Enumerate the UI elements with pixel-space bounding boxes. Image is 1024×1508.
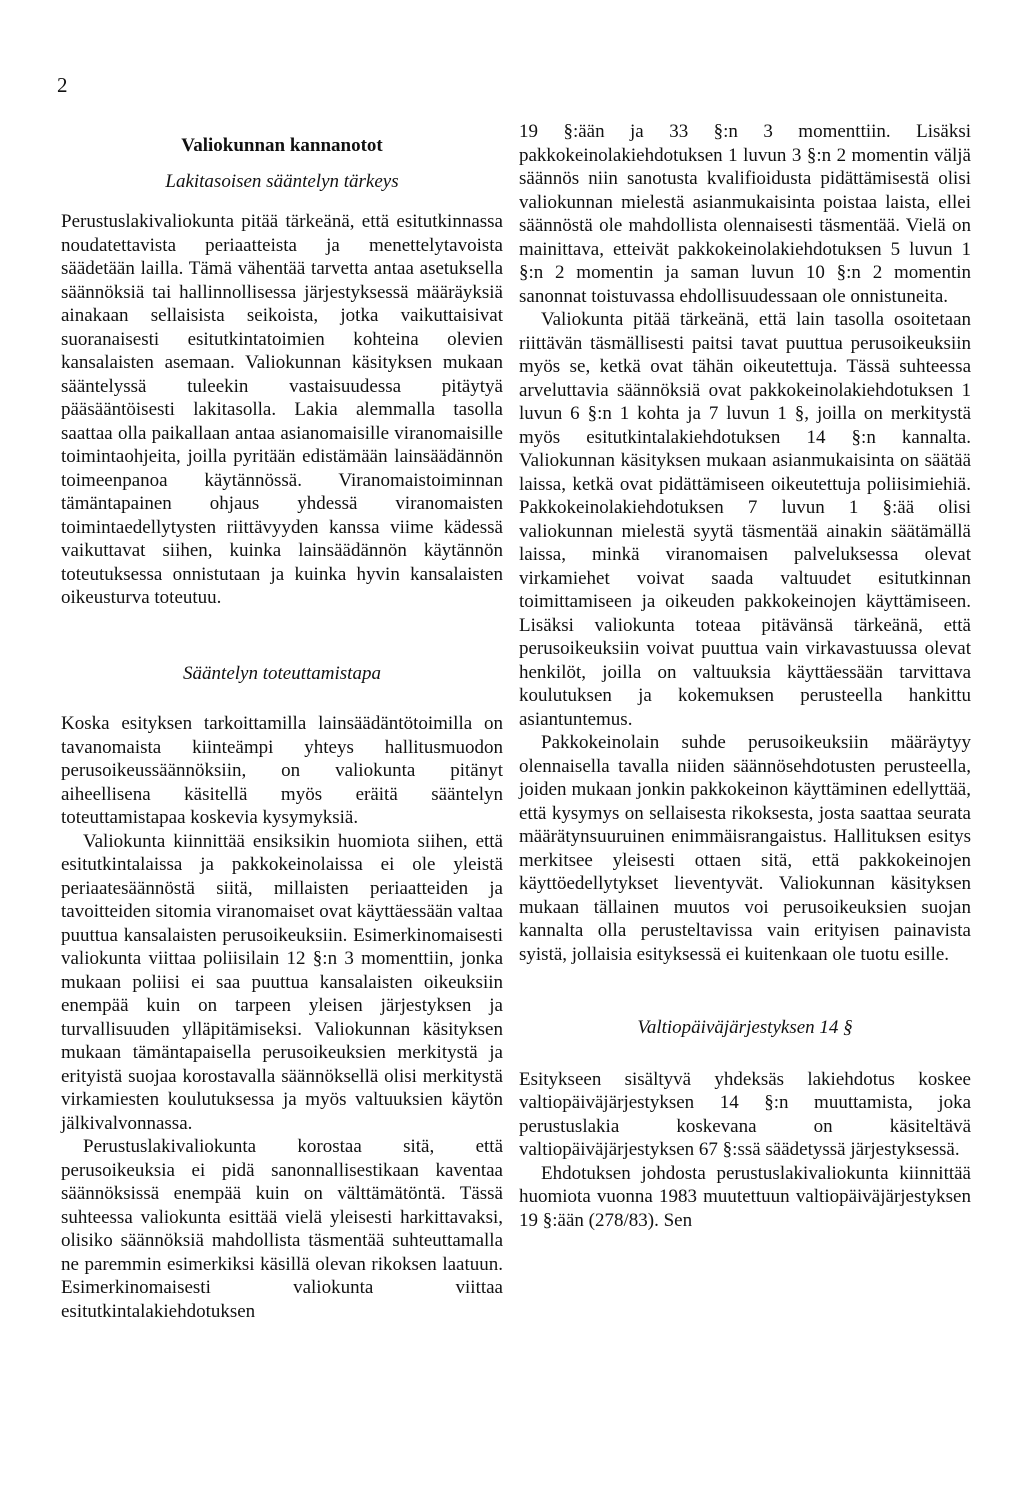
paragraph: 19 §:ään ja 33 §:n 3 momenttiin. Lisäksi pakkokeinolakiehdotuksen 1 luvun 3 §:n 2 momentin väljä säännös niin sanotusta kvalifioidusta pidättämisestä olisi valiokunnan mielestä asianmukaisinta poistaa laista, ellei säännöstä ole mahdollista olennaisesti täsmentää. Vielä on mainittava, etteivät pakkokeinolakiehdotuksen 5 luvun 1 §:n 2 momentin ja saman luvun 10 §:n 2 momentin sanonnat toistuvassa ehdollisuudessaan ole onnistuneita.	[519, 121, 971, 307]
section-heading: Valiokunnan kannanotot	[181, 135, 383, 156]
right-column	[519, 120, 971, 1232]
left-column	[61, 120, 503, 1323]
subheading-implementation: Sääntelyn toteuttamistapa	[183, 662, 381, 684]
paragraph: Koska esityksen tarkoittamilla lainsäädäntötoimilla on tavanomaista kiinteämpi yhteys hallitusmuodon perusoikeussäännöksiin, on valiokunta pitänyt aiheellisena käsitellä myös eräitä sääntelyn toteuttamistapaa koskevia kysymyksiä.	[61, 713, 503, 828]
subheading-parliament-act-14: Valtiopäiväjärjestyksen 14 §	[637, 1017, 853, 1038]
subheading-legislative-importance: Lakitasoisen sääntelyn tärkeys	[165, 170, 399, 192]
paragraph: Perustuslakivaliokunta korostaa sitä, että perusoikeuksia ei pidä sanonnallisestikaan kaventaa säännöksissä enempää kuin on välttämätöntä. Tässä suhteessa valiokunta esittää vielä yleisesti harkittavaksi, olisiko säännöksiä mahdollista täsmentää suhteuttamalla ne paremmin esimerkiksi käsillä olevan rikoksen laatuun. Esimerkinomaisesti valiokunta viittaa esitutkintalakiehdotuksen	[61, 1136, 503, 1322]
paragraph: Valiokunta kiinnittää ensiksikin huomiota siihen, että esitutkintalaissa ja pakkokeinolaissa ei ole yleistä periaatesäännöstä siitä, millaisten periaatteiden ja tavoitteiden sitomia viranomaiset ovat käyttäessään valtaa puuttua kansalaisten perusoikeuksiin. Esimerkinomaisesti valiokunta viittaa poliisilain 12 §:n 3 momenttiin, jonka mukaan poliisi ei saa puuttua kansalaisten oikeuksiin enempää kuin on tarpeen yleisen järjestyksen ja turvallisuuden ylläpitämiseksi. Valiokunnan käsityksen mukaan tämäntapaisella perusoikeuksien merkitystä ja erityistä suojaa korostavalla säännöksellä olisi merkitystä virkamiesten koulutuksessa ja myös valtuuksien käytön jälkivalvonnassa.	[61, 830, 503, 1134]
paragraph: Esitykseen sisältyvä yhdeksäs lakiehdotus koskee valtiopäiväjärjestyksen 14 §:n muuttamista, joka perustuslakia koskevana on käsiteltävä valtiopäiväjärjestyksen 67 §:ssä säädetyssä järjestyksessä.	[519, 1068, 971, 1160]
paragraph: Valiokunta pitää tärkeänä, että lain tasolla osoitetaan riittävän täsmällisesti paitsi tavat puuttua perusoikeuksiin myös se, ketkä ovat tähän oikeutettuja. Tässä suhteessa arveluttavia säännöksiä ovat pakkokeinolakiehdotuksen 1 luvun 6 §:n 1 kohta ja 7 luvun 1 §, joilla on merkitystä myös esitutkintalakiehdotuksen 14 §:n kannalta. Valiokunnan käsityksen mukaan asianmukaisinta on säätää laissa, ketkä ovat pidättämiseen oikeutettuja poliisimiehiä. Pakkokeinolakiehdotuksen 7 luvun 1 §:ää olisi valiokunnan mielestä syytä täsmentää ainakin säätämällä laissa, minkä viranomaisen palveluksessa olevat virkamiehet voivat saada valtuudet esitutkinnan toimittamiseen ja oikeuden pakkokeinojen käyttämiseen. Lisäksi valiokunta toteaa pitävänsä tärkeänä, että perusoikeuksiin voivat puuttua vain virkavastuussa olevat henkilöt, joilla on valtuuksia käyttäessään tarvittava koulutuksen ja kokemuksen perusteella hankittu asiantuntemus.	[519, 309, 971, 730]
page-number: 2	[57, 73, 68, 97]
paragraph: Ehdotuksen johdosta perustuslakivaliokunta kiinnittää huomiota vuonna 1983 muutettuun valtiopäiväjärjestyksen 19 §:ään (278/83). Sen	[519, 1162, 971, 1231]
paragraph: Pakkokeinolain suhde perusoikeuksiin määräytyy olennaisella tavalla niiden säännösehdotusten perusteella, joiden mukaan jonkin pakkokeinon käyttäminen edellyttää, että kysymys on sellaisesta rikoksesta, josta saattaa seurata määrätynsuuruinen enimmäisrangaistus. Hallituksen esitys merkitsee yleisesti ottaen sitä, että pakkokeinojen käyttöedellytykset lieventyvät. Valiokunnan käsityksen mukaan tällainen muutos voi perusoikeuksien suojan kannalta olla perusteltavissa vain erityisen painavista syistä, jollaisia esityksessä ei kuitenkaan ole tuotu esille.	[519, 732, 971, 965]
paragraph: Perustuslakivaliokunta pitää tärkeänä, että esitutkinnassa noudatettavista periaatteista ja menettelytavoista säädetään lailla. Tämä vähentää tarvetta antaa asetuksella säännöksiä tai hallinnollisessa järjestyksessä määräyksiä ainakaan sellaisista seikoista, jotka vaikuttaisivat suoranaisesti esitutkintatoimien kohteina olevien kansalaisten asemaan. Valiokunnan käsityksen mukaan sääntelyssä tuleekin vastaisuudessa pitäytyä pääsääntöisesti lakitasolla. Lakia alemmalla tasolla saattaa olla paikallaan antaa asianomaisille viranomaisille toimintaohjeita, joilla pyritään edistämään lainsäädännön toimeenpanoa käytännössä. Viranomaistoiminnan tämäntapainen ohjaus yhdessä viranomaisten toimintaedellytysten riittävyyden kanssa viime kädessä vaikuttavat siihen, kuinka lainsäädännön käytännön toteutuksessa onnistutaan ja kuinka hyvin kansalaisten oikeusturva toteutuu.	[61, 211, 503, 608]
